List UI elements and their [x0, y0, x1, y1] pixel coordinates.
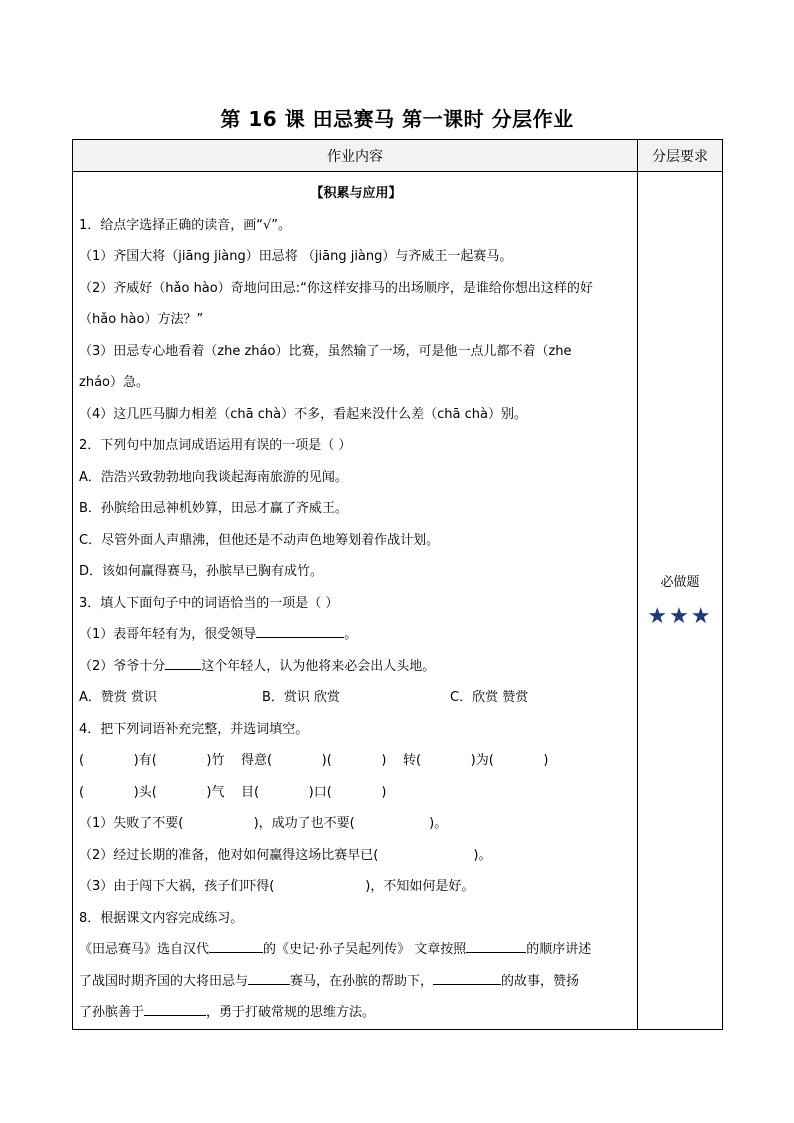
- q8-l2-text-c: 的故事，赞扬: [501, 973, 580, 989]
- q1-stem: 1．给点字选择正确的读音，画“√”。: [79, 217, 292, 233]
- requirement-label: 必做题: [660, 575, 700, 591]
- q3-sentence-2: [79, 651, 633, 683]
- q3-stem: 3．填人下面句子中的词语恰当的一项是（ ）: [79, 595, 339, 611]
- q8-l2-blank-1[interactable]: [248, 970, 290, 985]
- q3-s2-text: （2）爷爷十分: [79, 658, 166, 674]
- q2-option-b: B．孙膑给田忌神机妙算，田忌才赢了齐威王。: [79, 501, 348, 516]
- content-cell: [73, 172, 638, 1030]
- q3-s2-blank[interactable]: [165, 655, 201, 670]
- q1-sentence-2b: （hǎo hào）方法？”: [79, 312, 204, 327]
- q8-l1-text-b: 的《史记·孙子吴起列传》 文章按照: [263, 942, 467, 957]
- q1-sentence-2a: （2）齐威好（hǎo hào）奇地问田忌:“你这样安排马的出场顺序，是谁给你想出这样的好: [79, 280, 593, 296]
- q8-l1-text-a: 《田忌赛马》选自汉代: [79, 942, 210, 957]
- page-title: 第 16 课 田忌赛马 第一课时 分层作业: [220, 107, 574, 131]
- q4-stem: 4．把下列词语补充完整，并选词填空。: [79, 721, 309, 737]
- q3-sentence-1: [79, 619, 633, 651]
- section-title: 【积累与应用】: [310, 186, 402, 201]
- q3-option-a: A．赞赏 赏识: [79, 690, 158, 705]
- q3-s1-end: 。: [344, 627, 358, 642]
- q1-sentence-3a: （3）田忌专心地看着（zhe zháo）比赛，虽然输了一场，可是他一点儿都不着（zhe: [79, 343, 572, 359]
- q8-l3-blank[interactable]: [144, 1001, 206, 1016]
- q3-option-b: B．赏识 欣赏: [262, 690, 341, 705]
- q2-option-d: D．该如何赢得赛马，孙膑早已胸有成竹。: [79, 564, 324, 579]
- q8-l3-text-a: 了孙膑善于: [79, 1005, 145, 1020]
- q3-s2-end: 这个年轻人，认为他将来必会出人头地。: [201, 658, 436, 674]
- table-body-row: [73, 172, 723, 1030]
- q2-option-a: A．浩浩兴致勃勃地向我谈起海南旅游的见闻。: [79, 469, 348, 485]
- requirement-cell: [638, 172, 723, 1030]
- q8-l1-text-c: 的顺序讲述: [526, 942, 592, 957]
- q3-options: [79, 682, 633, 714]
- q8-line-2: [79, 966, 633, 998]
- q8-l1-blank-1[interactable]: [209, 938, 263, 953]
- q1-sentence-4: （4）这几匹马脚力相差（chā chà）不多，看起来没什么差（chā chà）别。: [79, 406, 527, 422]
- q8-l2-text-a: 了战国时期齐国的大将田忌与: [79, 973, 249, 989]
- q4-words-row-2: ( )头( )气 目( )口( ): [79, 784, 387, 800]
- q1-sentence-1: （1）齐国大将（jiāng jiàng）田忌将 （jiāng jiàng）与齐威王一起赛马。: [79, 249, 513, 264]
- q4-sentence-3: （3）由于闯下大祸，孩子们吓得( )，不知如何是好。: [79, 879, 475, 894]
- q8-l2-blank-2[interactable]: [433, 970, 501, 985]
- q3-option-c: C．欣赏 赞赏: [450, 690, 529, 705]
- q8-l2-text-b: 赛马，在孙膑的帮助下，: [290, 973, 434, 989]
- q8-l3-text-b: ，勇于打破常规的思维方法。: [206, 1005, 376, 1020]
- header-requirement: 分层要求: [638, 140, 723, 172]
- q4-sentence-2: （2）经过长期的准备，他对如何赢得这场比赛早已( )。: [79, 847, 492, 863]
- q1-sentence-3b: zháo）急。: [79, 375, 149, 390]
- header-content: 作业内容: [73, 140, 638, 172]
- q3-s1-blank[interactable]: [256, 623, 344, 638]
- q8-l1-blank-2[interactable]: [466, 938, 526, 953]
- q2-stem: 2．下列句中加点词成语运用有误的一项是（ ）: [79, 438, 352, 453]
- q8-line-3: [79, 997, 633, 1029]
- q4-sentence-1: （1）失败了不要( )，成功了也不要( )。: [79, 816, 448, 831]
- q4-words-row-1: ( )有( )竹 得意( )( ) 转( )为( ): [79, 753, 549, 768]
- homework-table: [72, 139, 723, 1030]
- q8-stem: 8．根据课文内容完成练习。: [79, 910, 244, 926]
- q2-option-c: C．尽管外面人声鼎沸，但他还是不动声色地筹划着作战计划。: [79, 532, 440, 548]
- table-header-row: [73, 140, 723, 172]
- q3-s1-text: （1）表哥年轻有为，很受领导: [79, 627, 257, 642]
- q8-line-1: [79, 934, 633, 966]
- star-rating: ★★★: [647, 604, 713, 630]
